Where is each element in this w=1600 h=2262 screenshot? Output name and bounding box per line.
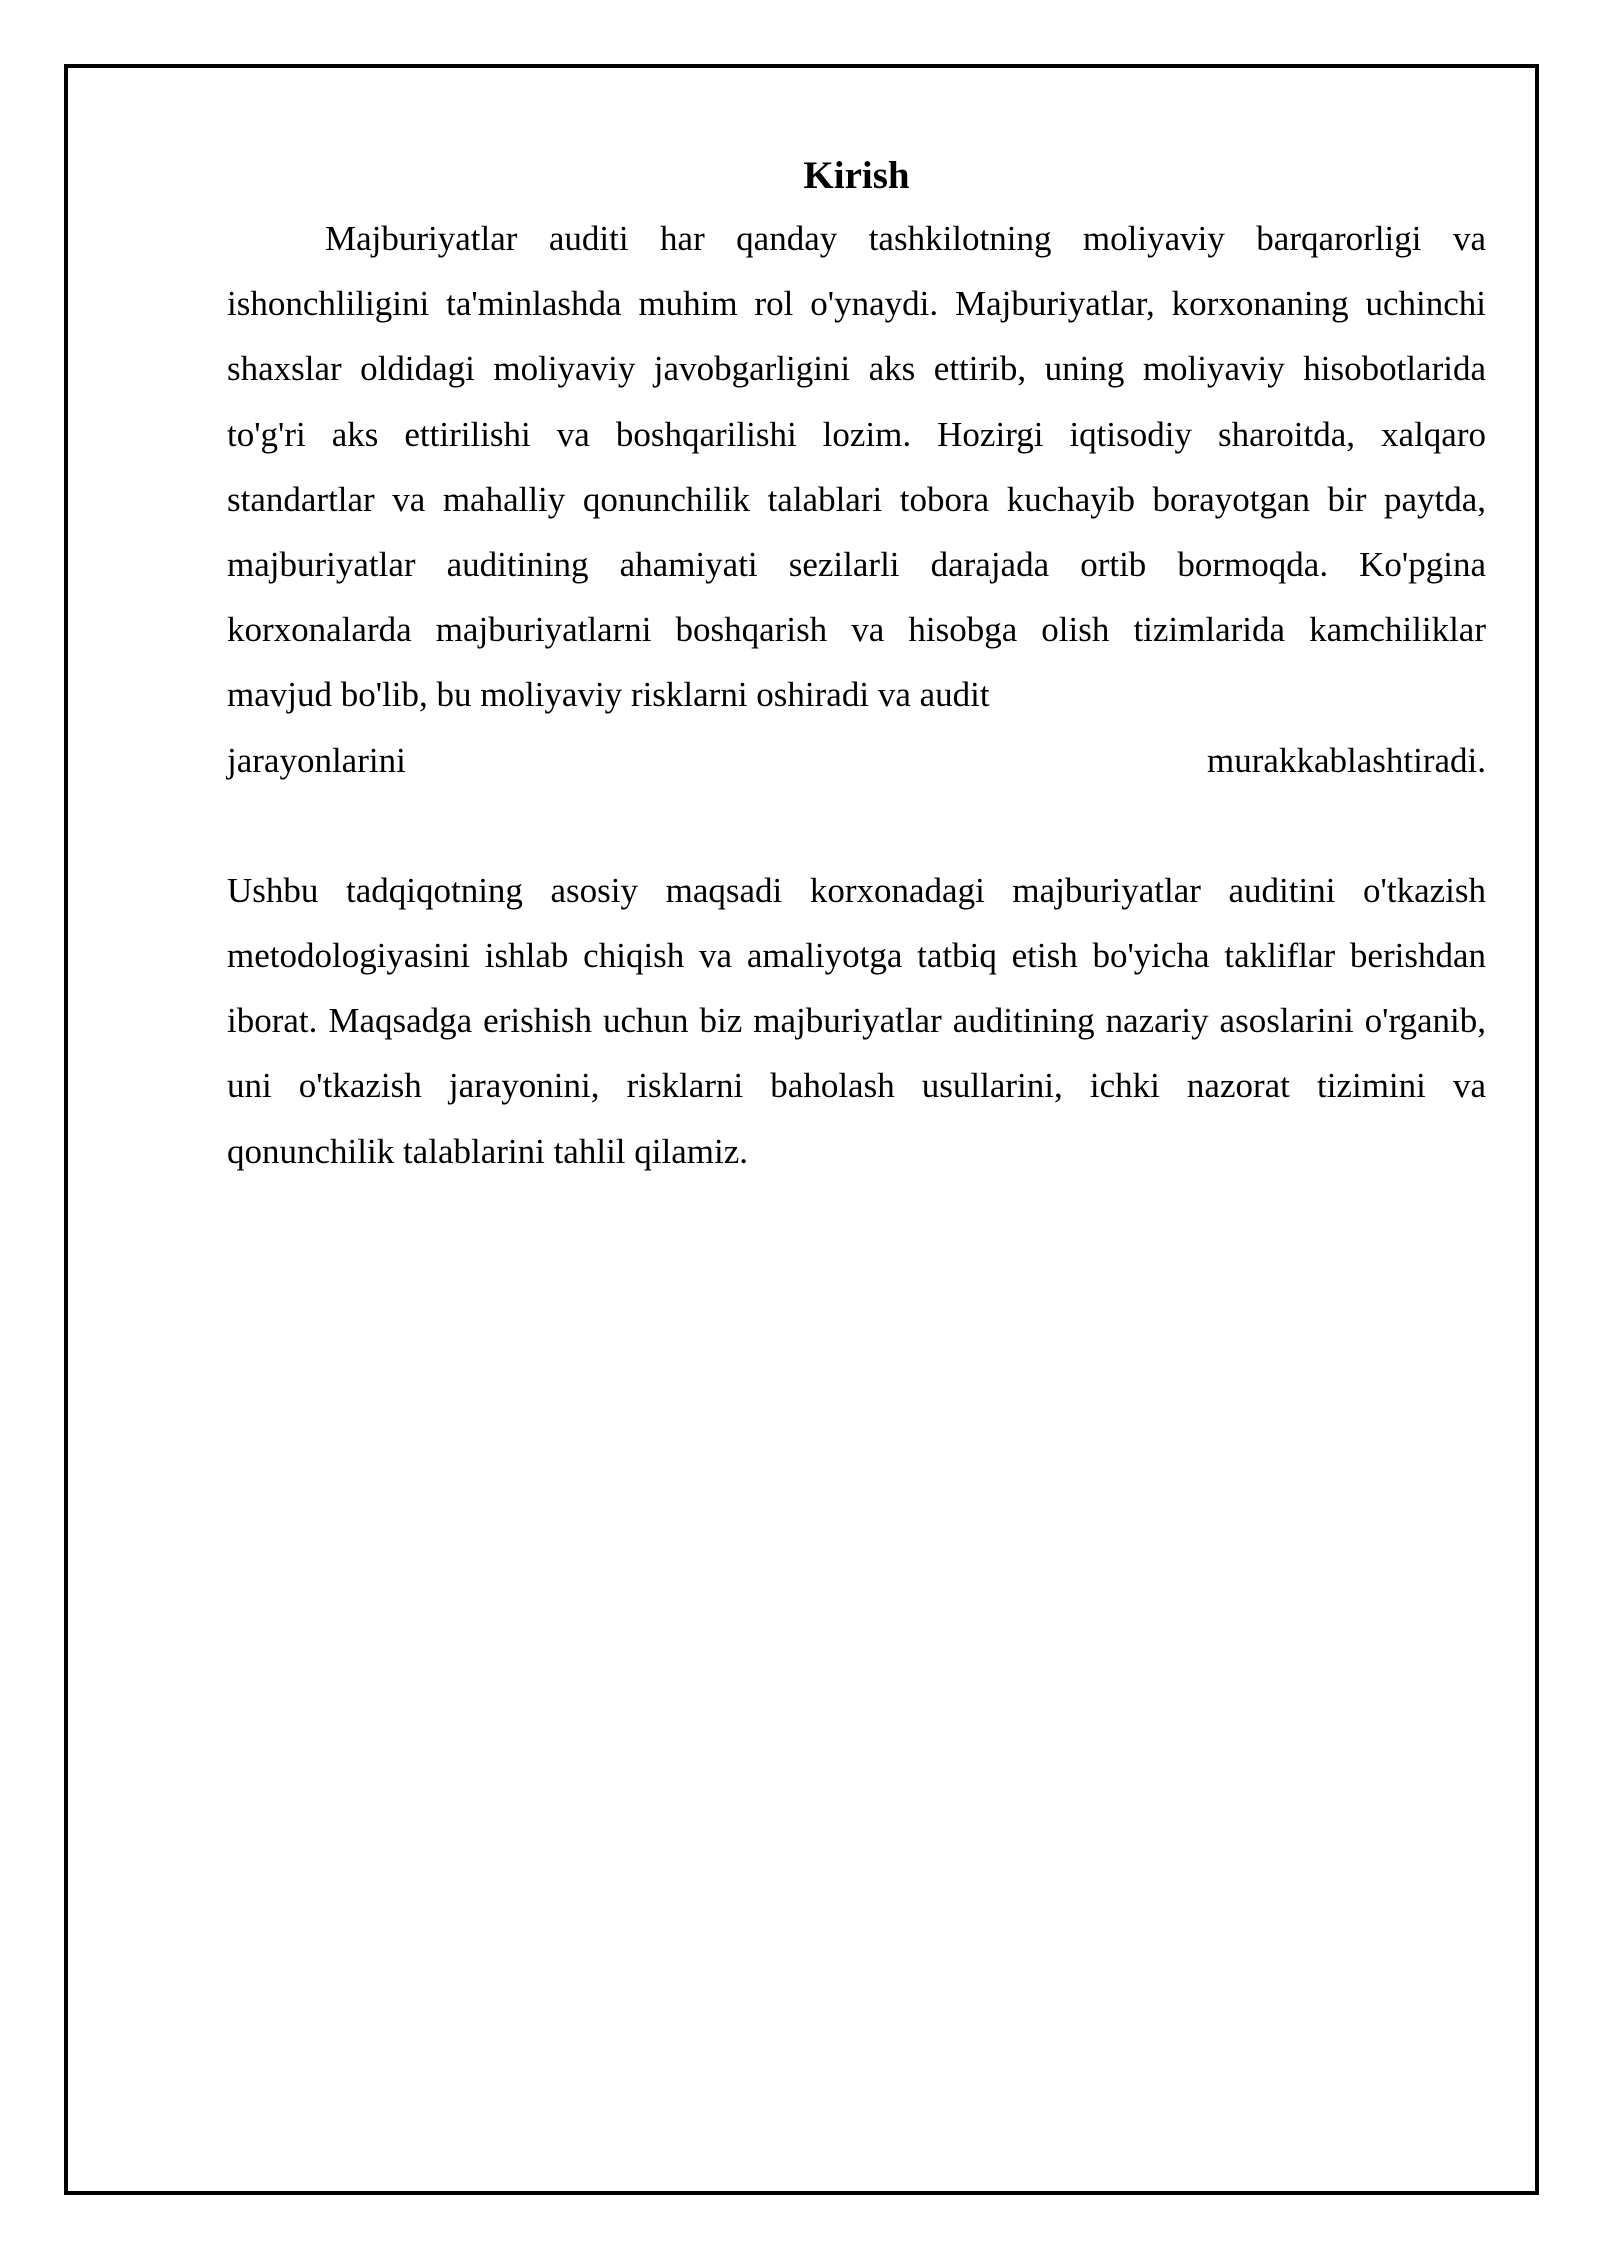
last-line-word-right: murakkablashtiradi. xyxy=(1207,740,1486,780)
paragraph-intro: Majburiyatlar auditi har qanday tashkilotning moliyaviy barqarorligi va ishonchliligini ta'minlashda muhim rol o'ynaydi. Majburiyatlar, korxonaning uchinchi shaxslar oldidagi moliyaviy javobgarligini aks ettirib, uning moliyaviy hisobotlarida to'g'ri aks ettirilishi va boshqarilishi lozim. Hozirgi iqtisodiy sharoitda, xalqaro standartlar va mahalliy qonunchilik talablari tobora kuchayib borayotgan bir paytda, majburiyatlar auditining ahamiyati sezilarli darajada ortib bormoqda. Ko'pgina korxonalarda majburiyatlarni boshqarish va hisobga olish tizimlarida kamchiliklar mavjud bo'lib, bu moliyaviy risklarni oshiradi va audit xyxy=(227,219,1486,715)
last-line-word-left: jarayonlarini xyxy=(227,740,406,780)
document-title: Kirish xyxy=(803,154,910,197)
paragraph-intro-last-line xyxy=(227,728,1486,793)
paragraph-spacer xyxy=(227,793,1486,858)
document-body xyxy=(227,148,1486,1184)
paragraph-purpose: Ushbu tadqiqotning asosiy maqsadi korxonadagi majburiyatlar auditini o'tkazish metodologiyasini ishlab chiqish va amaliyotga tatbiq etish bo'yicha takliflar berishdan iborat. Maqsadga erishish uchun biz majburiyatlar auditining nazariy asoslarini o'rganib, uni o'tkazish jarayonini, risklarni baholash usullarini, ichki nazorat tizimini va qonunchilik talablarini tahlil qilamiz. xyxy=(227,870,1486,1171)
